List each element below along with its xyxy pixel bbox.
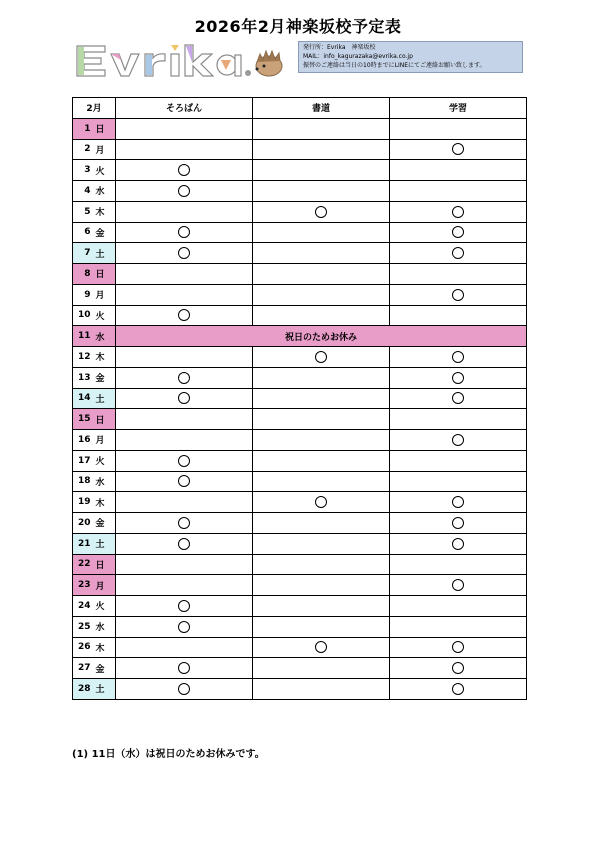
cell-shodo bbox=[253, 118, 390, 139]
table-row bbox=[73, 118, 527, 139]
cell-gakushu bbox=[390, 347, 527, 368]
day-number: 16 bbox=[73, 430, 94, 451]
day-number: 11 bbox=[73, 326, 94, 347]
table-row bbox=[73, 658, 527, 679]
circle-mark-icon bbox=[452, 641, 464, 653]
footnote: (1) 11日（水）は祝日のためお休みです。 bbox=[72, 749, 265, 760]
cell-shodo bbox=[253, 222, 390, 243]
holiday-cell: 祝日のためお休み bbox=[116, 326, 527, 347]
day-number: 10 bbox=[73, 305, 94, 326]
page-title: 2026年2月神楽坂校予定表 bbox=[194, 17, 402, 36]
cell-soroban bbox=[116, 181, 253, 202]
cell-gakushu bbox=[390, 492, 527, 513]
day-number: 5 bbox=[73, 201, 94, 222]
circle-mark-icon bbox=[178, 621, 190, 633]
cell-gakushu bbox=[390, 450, 527, 471]
day-number: 22 bbox=[73, 554, 94, 575]
table-row bbox=[73, 409, 527, 430]
cell-shodo bbox=[253, 471, 390, 492]
cell-gakushu bbox=[390, 367, 527, 388]
table-row bbox=[73, 284, 527, 305]
cell-soroban bbox=[116, 492, 253, 513]
weekday: 水 bbox=[94, 471, 116, 492]
circle-mark-icon bbox=[452, 683, 464, 695]
cell-gakushu bbox=[390, 139, 527, 160]
cell-shodo bbox=[253, 616, 390, 637]
circle-mark-icon bbox=[452, 247, 464, 259]
cell-soroban bbox=[116, 118, 253, 139]
weekday: 金 bbox=[94, 367, 116, 388]
cell-soroban bbox=[116, 616, 253, 637]
table-row bbox=[73, 430, 527, 451]
cell-shodo bbox=[253, 284, 390, 305]
circle-mark-icon bbox=[315, 351, 327, 363]
cell-gakushu bbox=[390, 554, 527, 575]
cell-soroban bbox=[116, 637, 253, 658]
circle-mark-icon bbox=[452, 662, 464, 674]
weekday: 木 bbox=[94, 637, 116, 658]
day-number: 13 bbox=[73, 367, 94, 388]
circle-mark-icon bbox=[315, 496, 327, 508]
cell-soroban bbox=[116, 160, 253, 181]
cell-soroban bbox=[116, 305, 253, 326]
table-row bbox=[73, 222, 527, 243]
day-number: 8 bbox=[73, 264, 94, 285]
table-row bbox=[73, 181, 527, 202]
cell-gakushu bbox=[390, 658, 527, 679]
cell-soroban bbox=[116, 409, 253, 430]
cell-shodo bbox=[253, 450, 390, 471]
circle-mark-icon bbox=[178, 247, 190, 259]
weekday: 土 bbox=[94, 533, 116, 554]
day-number: 24 bbox=[73, 596, 94, 617]
cell-soroban bbox=[116, 367, 253, 388]
weekday: 日 bbox=[94, 118, 116, 139]
info-mail: MAIL：info_kagurazaka@evrika.co.jp bbox=[303, 53, 413, 60]
cell-gakushu bbox=[390, 513, 527, 534]
weekday: 日 bbox=[94, 264, 116, 285]
weekday: 水 bbox=[94, 181, 116, 202]
column-header-shodo: 書道 bbox=[253, 98, 390, 119]
day-number: 18 bbox=[73, 471, 94, 492]
info-publisher: 発行所：Evrika 神楽坂校 bbox=[303, 44, 376, 51]
cell-shodo bbox=[253, 679, 390, 700]
circle-mark-icon bbox=[178, 600, 190, 612]
circle-mark-icon bbox=[178, 517, 190, 529]
table-row bbox=[73, 305, 527, 326]
weekday: 日 bbox=[94, 409, 116, 430]
cell-soroban bbox=[116, 658, 253, 679]
circle-mark-icon bbox=[178, 226, 190, 238]
weekday: 金 bbox=[94, 658, 116, 679]
cell-gakushu bbox=[390, 201, 527, 222]
circle-mark-icon bbox=[315, 206, 327, 218]
cell-gakushu bbox=[390, 160, 527, 181]
circle-mark-icon bbox=[452, 538, 464, 550]
weekday: 水 bbox=[94, 616, 116, 637]
table-row bbox=[73, 554, 527, 575]
cell-gakushu bbox=[390, 679, 527, 700]
table-row bbox=[73, 616, 527, 637]
month-header: 2月 bbox=[73, 98, 116, 119]
cell-soroban bbox=[116, 347, 253, 368]
table-row bbox=[73, 492, 527, 513]
table-row bbox=[73, 139, 527, 160]
table-row bbox=[73, 596, 527, 617]
cell-shodo bbox=[253, 430, 390, 451]
circle-mark-icon bbox=[178, 392, 190, 404]
table-row bbox=[73, 450, 527, 471]
day-number: 6 bbox=[73, 222, 94, 243]
cell-gakushu bbox=[390, 409, 527, 430]
cell-gakushu bbox=[390, 388, 527, 409]
schedule-table bbox=[72, 97, 527, 700]
day-number: 3 bbox=[73, 160, 94, 181]
day-number: 17 bbox=[73, 450, 94, 471]
circle-mark-icon bbox=[452, 392, 464, 404]
cell-gakushu bbox=[390, 284, 527, 305]
cell-shodo bbox=[253, 575, 390, 596]
circle-mark-icon bbox=[452, 351, 464, 363]
cell-shodo bbox=[253, 243, 390, 264]
day-number: 25 bbox=[73, 616, 94, 637]
day-number: 7 bbox=[73, 243, 94, 264]
day-number: 14 bbox=[73, 388, 94, 409]
circle-mark-icon bbox=[178, 185, 190, 197]
cell-soroban bbox=[116, 513, 253, 534]
cell-soroban bbox=[116, 471, 253, 492]
cell-soroban bbox=[116, 284, 253, 305]
cell-shodo bbox=[253, 139, 390, 160]
column-header-soroban: そろばん bbox=[116, 98, 253, 119]
day-number: 27 bbox=[73, 658, 94, 679]
day-number: 26 bbox=[73, 637, 94, 658]
table-row bbox=[73, 367, 527, 388]
table-row bbox=[73, 347, 527, 368]
cell-soroban bbox=[116, 388, 253, 409]
weekday: 木 bbox=[94, 347, 116, 368]
weekday: 土 bbox=[94, 243, 116, 264]
circle-mark-icon bbox=[452, 496, 464, 508]
cell-soroban bbox=[116, 222, 253, 243]
header-row bbox=[73, 98, 527, 119]
info-box bbox=[298, 41, 523, 73]
circle-mark-icon bbox=[178, 662, 190, 674]
weekday: 水 bbox=[94, 326, 116, 347]
day-number: 9 bbox=[73, 284, 94, 305]
circle-mark-icon bbox=[178, 475, 190, 487]
circle-mark-icon bbox=[315, 641, 327, 653]
circle-mark-icon bbox=[178, 455, 190, 467]
circle-mark-icon bbox=[452, 517, 464, 529]
cell-shodo bbox=[253, 533, 390, 554]
cell-gakushu bbox=[390, 471, 527, 492]
day-number: 1 bbox=[73, 118, 94, 139]
weekday: 土 bbox=[94, 679, 116, 700]
cell-soroban bbox=[116, 450, 253, 471]
day-number: 12 bbox=[73, 347, 94, 368]
cell-gakushu bbox=[390, 243, 527, 264]
cell-gakushu bbox=[390, 616, 527, 637]
cell-shodo bbox=[253, 388, 390, 409]
weekday: 木 bbox=[94, 201, 116, 222]
circle-mark-icon bbox=[452, 579, 464, 591]
cell-soroban bbox=[116, 533, 253, 554]
table-row bbox=[73, 264, 527, 285]
cell-gakushu bbox=[390, 181, 527, 202]
day-number: 19 bbox=[73, 492, 94, 513]
circle-mark-icon bbox=[178, 538, 190, 550]
day-number: 2 bbox=[73, 139, 94, 160]
day-number: 20 bbox=[73, 513, 94, 534]
circle-mark-icon bbox=[178, 372, 190, 384]
cell-shodo bbox=[253, 492, 390, 513]
cell-shodo bbox=[253, 596, 390, 617]
cell-shodo bbox=[253, 305, 390, 326]
table-row bbox=[73, 637, 527, 658]
weekday: 日 bbox=[94, 554, 116, 575]
day-number: 28 bbox=[73, 679, 94, 700]
table-row bbox=[73, 471, 527, 492]
table-row bbox=[73, 160, 527, 181]
cell-shodo bbox=[253, 409, 390, 430]
cell-gakushu bbox=[390, 430, 527, 451]
cell-soroban bbox=[116, 201, 253, 222]
cell-shodo bbox=[253, 658, 390, 679]
circle-mark-icon bbox=[452, 143, 464, 155]
cell-soroban bbox=[116, 430, 253, 451]
cell-gakushu bbox=[390, 222, 527, 243]
table-row bbox=[73, 388, 527, 409]
circle-mark-icon bbox=[178, 309, 190, 321]
day-number: 23 bbox=[73, 575, 94, 596]
weekday: 火 bbox=[94, 305, 116, 326]
cell-gakushu bbox=[390, 596, 527, 617]
weekday: 土 bbox=[94, 388, 116, 409]
cell-shodo bbox=[253, 513, 390, 534]
table-row bbox=[73, 533, 527, 554]
table-row bbox=[73, 513, 527, 534]
weekday: 火 bbox=[94, 160, 116, 181]
evrika-logo bbox=[75, 42, 285, 78]
table-row bbox=[73, 243, 527, 264]
weekday: 月 bbox=[94, 284, 116, 305]
circle-mark-icon bbox=[178, 683, 190, 695]
cell-soroban bbox=[116, 554, 253, 575]
weekday: 木 bbox=[94, 492, 116, 513]
circle-mark-icon bbox=[178, 164, 190, 176]
cell-gakushu bbox=[390, 264, 527, 285]
cell-gakushu bbox=[390, 118, 527, 139]
circle-mark-icon bbox=[452, 372, 464, 384]
cell-shodo bbox=[253, 637, 390, 658]
weekday: 月 bbox=[94, 575, 116, 596]
weekday: 金 bbox=[94, 222, 116, 243]
cell-shodo bbox=[253, 347, 390, 368]
circle-mark-icon bbox=[452, 206, 464, 218]
cell-shodo bbox=[253, 201, 390, 222]
cell-gakushu bbox=[390, 533, 527, 554]
table-row bbox=[73, 679, 527, 700]
table-row bbox=[73, 575, 527, 596]
cell-soroban bbox=[116, 264, 253, 285]
table-row bbox=[73, 326, 527, 347]
weekday: 金 bbox=[94, 513, 116, 534]
cell-shodo bbox=[253, 554, 390, 575]
info-transfer-note: 振替のご連絡は当日の10時までにLINEにてご連絡お願い致します。 bbox=[303, 62, 486, 69]
column-header-gakushu: 学習 bbox=[390, 98, 527, 119]
cell-shodo bbox=[253, 160, 390, 181]
day-number: 4 bbox=[73, 181, 94, 202]
table-row bbox=[73, 201, 527, 222]
day-number: 21 bbox=[73, 533, 94, 554]
cell-soroban bbox=[116, 596, 253, 617]
weekday: 火 bbox=[94, 450, 116, 471]
circle-mark-icon bbox=[452, 226, 464, 238]
cell-shodo bbox=[253, 367, 390, 388]
cell-soroban bbox=[116, 679, 253, 700]
weekday: 月 bbox=[94, 139, 116, 160]
cell-soroban bbox=[116, 575, 253, 596]
cell-soroban bbox=[116, 139, 253, 160]
cell-shodo bbox=[253, 181, 390, 202]
cell-soroban bbox=[116, 243, 253, 264]
weekday: 火 bbox=[94, 596, 116, 617]
cell-gakushu bbox=[390, 305, 527, 326]
circle-mark-icon bbox=[452, 434, 464, 446]
cell-gakushu bbox=[390, 575, 527, 596]
day-number: 15 bbox=[73, 409, 94, 430]
circle-mark-icon bbox=[452, 289, 464, 301]
cell-shodo bbox=[253, 264, 390, 285]
weekday: 月 bbox=[94, 430, 116, 451]
cell-gakushu bbox=[390, 637, 527, 658]
